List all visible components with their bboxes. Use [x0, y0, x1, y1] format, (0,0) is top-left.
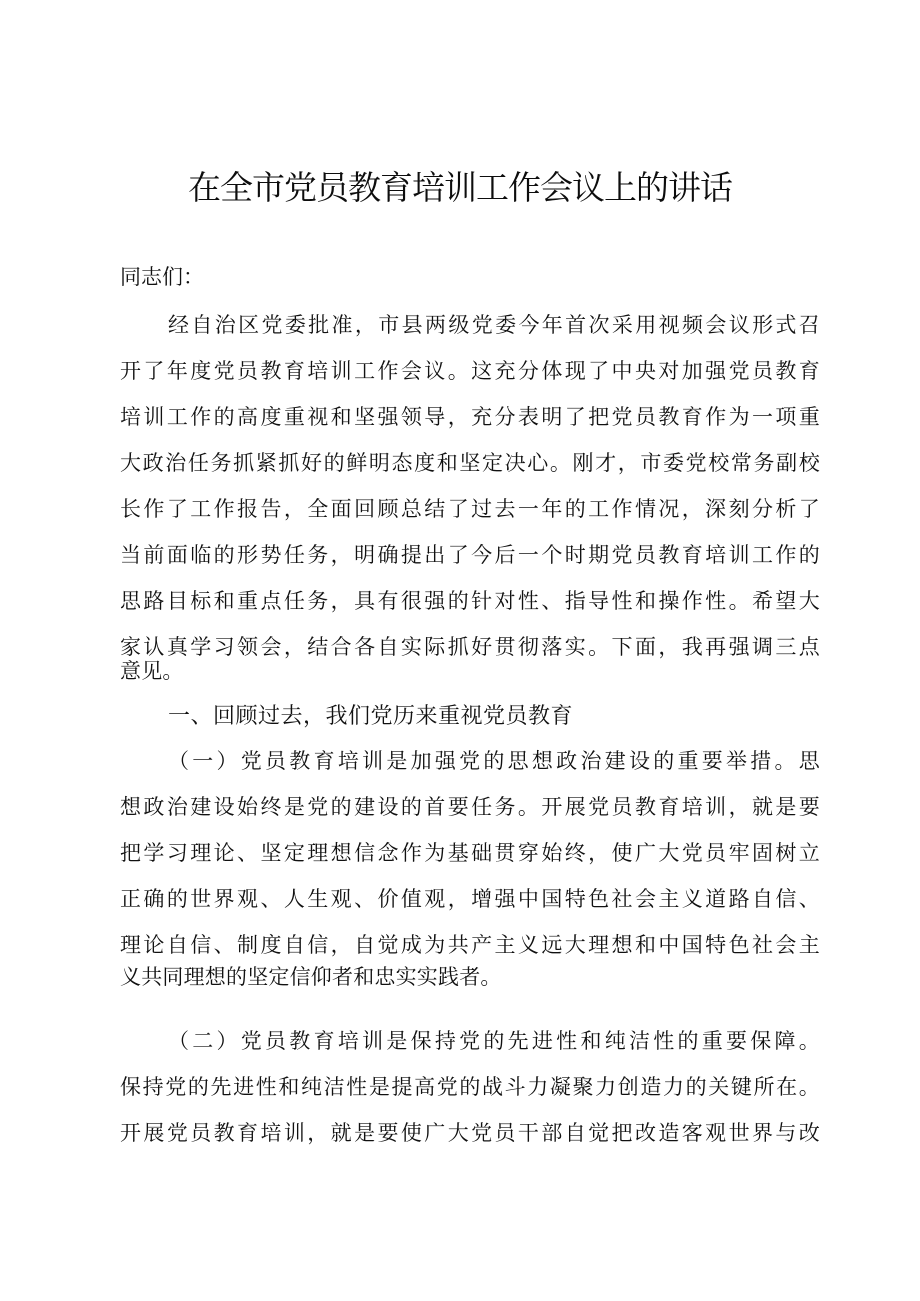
- paragraph-2-line: 把学习理论、坚定理想信念作为基础贯穿始终，使广大党员牢固树立: [120, 841, 820, 865]
- section-1-heading: 一、回顾过去，我们党历来重视党员教育: [168, 704, 574, 729]
- paragraph-1-line: 思路目标和重点任务，具有很强的针对性、指导性和操作性。希望大: [120, 589, 820, 613]
- paragraph-2-line: 义共同理想的坚定信仰者和忠实实践者。: [120, 965, 502, 989]
- paragraph-2-line: （一）党员教育培训是加强党的思想政治建设的重要举措。思: [168, 749, 820, 773]
- paragraph-2-line: 想政治建设始终是党的建设的首要任务。开展党员教育培训，就是要: [120, 795, 820, 819]
- paragraph-1-line: 开了年度党员教育培训工作会议。这充分体现了中央对加强党员教育: [120, 359, 820, 383]
- paragraph-1-line: 长作了工作报告，全面回顾总结了过去一年的工作情况，深刻分析了: [120, 497, 820, 521]
- paragraph-1-line: 当前面临的形势任务，明确提出了今后一个时期党员教育培训工作的: [120, 543, 820, 567]
- greeting: 同志们：: [120, 265, 204, 289]
- paragraph-1-line: 大政治任务抓紧抓好的鲜明态度和坚定决心。刚才，市委党校常务副校: [120, 451, 820, 475]
- paragraph-1-line: 意见。: [120, 659, 184, 683]
- paragraph-2-line: 正确的世界观、人生观、价值观，增强中国特色社会主义道路自信、: [120, 887, 820, 911]
- paragraph-2-line: 理论自信、制度自信，自觉成为共产主义远大理想和中国特色社会主: [120, 933, 820, 957]
- paragraph-3-line: 保持党的先进性和纯洁性是提高党的战斗力凝聚力创造力的关键所在。: [120, 1075, 820, 1099]
- paragraph-1-line: 经自治区党委批准，市县两级党委今年首次采用视频会议形式召: [168, 313, 820, 337]
- paragraph-3-line: 开展党员教育培训，就是要使广大党员干部自觉把改造客观世界与改: [120, 1121, 820, 1145]
- paragraph-3-line: （二）党员教育培训是保持党的先进性和纯洁性的重要保障。: [168, 1029, 820, 1053]
- paragraph-1-line: 培训工作的高度重视和坚强领导，充分表明了把党员教育作为一项重: [120, 405, 820, 429]
- paragraph-1-line: 家认真学习领会，结合各自实际抓好贯彻落实。下面，我再强调三点: [120, 635, 820, 659]
- document-title: 在全市党员教育培训工作会议上的讲话: [188, 168, 732, 207]
